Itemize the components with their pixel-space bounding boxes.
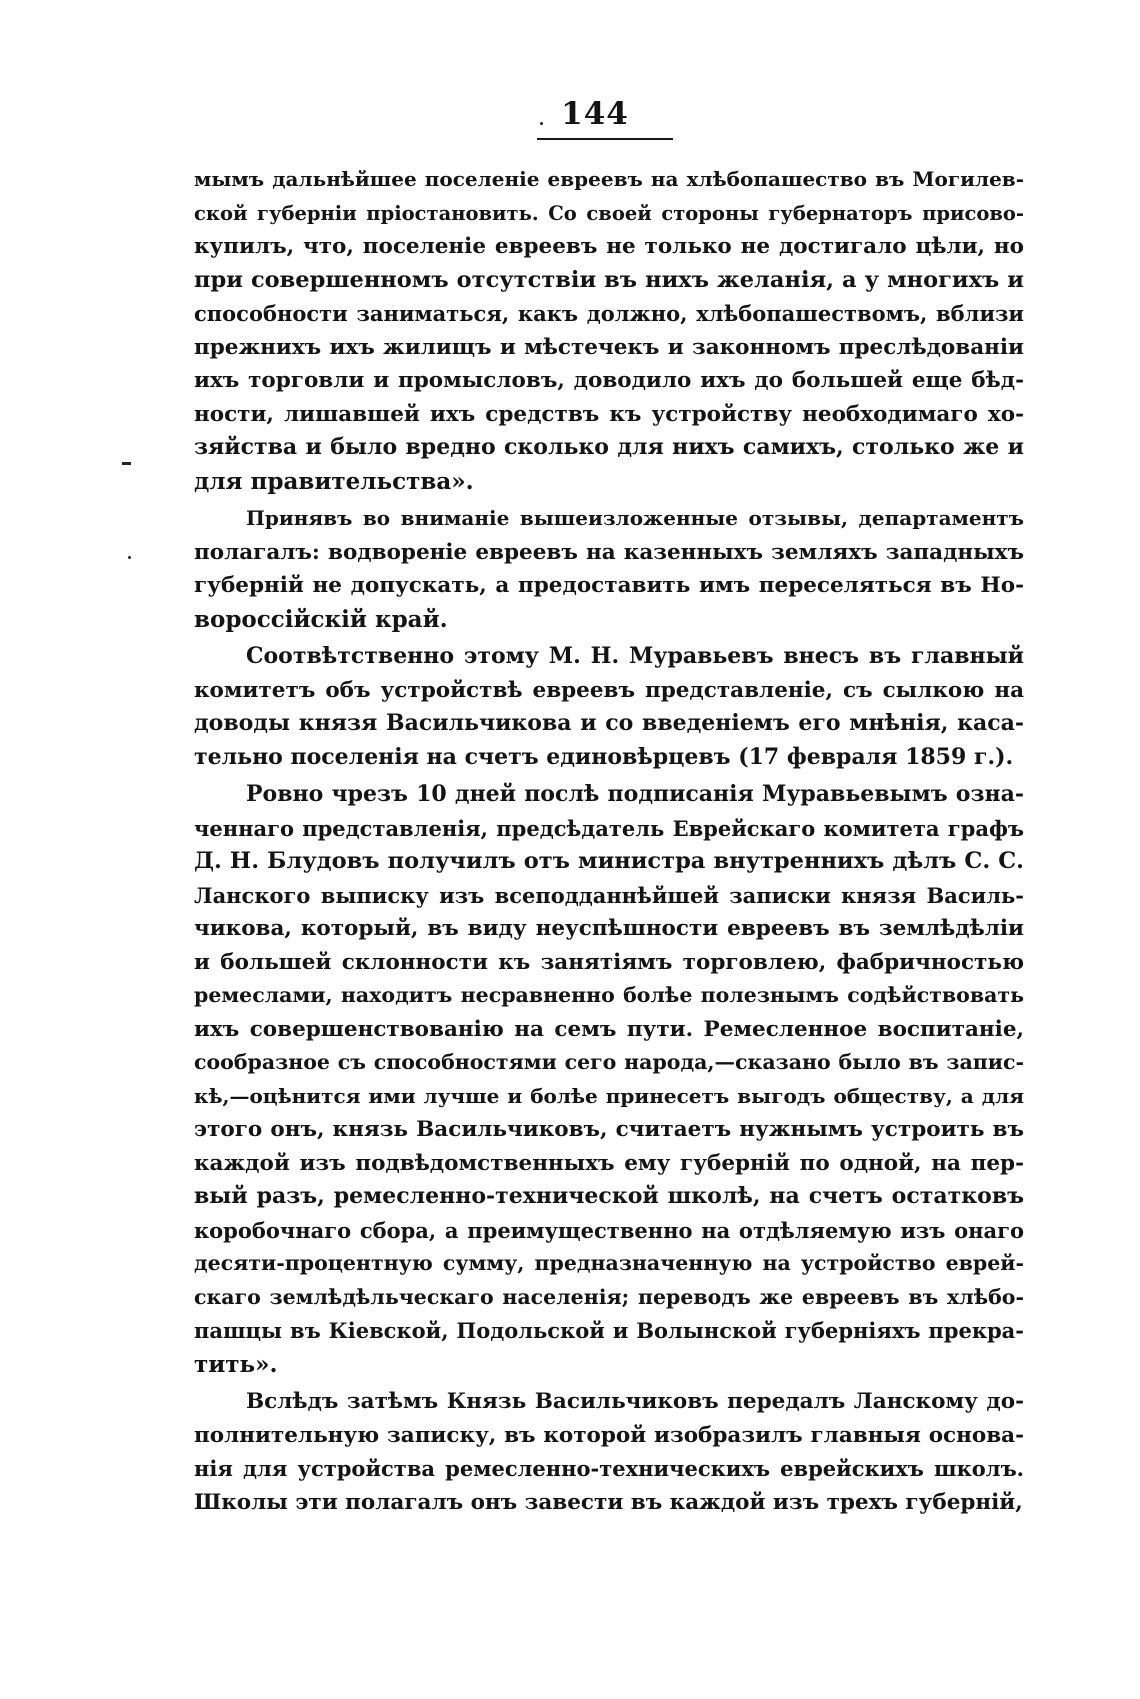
paragraph bbox=[194, 1385, 1024, 1519]
text-line: сообразное съ способностями сего народа,—сказано было въ запис- bbox=[194, 1050, 1024, 1074]
text-line: каждой изъ подвѣдомственныхъ ему губерній по одной, на пер- bbox=[194, 1150, 1024, 1176]
text-line: Ровно чрезъ 10 дней послѣ подписанія Муравьевымъ озна- bbox=[246, 781, 1024, 807]
text-line: Вслѣдъ затѣмъ Князь Васильчиковъ передалъ Ланскому до- bbox=[246, 1389, 1024, 1414]
text-line: при совершенномъ отсутствіи въ нихъ желанія, а у многихъ и bbox=[194, 266, 1024, 293]
text-line: доводы князя Васильчикова и со введеніемъ его мнѣнія, каса- bbox=[194, 710, 1024, 736]
scan-speck bbox=[128, 556, 131, 559]
text-line: ченнаго представленія, предсѣдатель Еврейскаго комитета графъ bbox=[194, 815, 1024, 841]
text-line: для правительства». bbox=[194, 467, 474, 495]
text-line: вороссійскій край. bbox=[194, 605, 448, 633]
text-line: пашцы въ Кіевской, Подольской и Волынской губерніяхъ прекра- bbox=[194, 1318, 1024, 1343]
text-line: комитетъ объ устройствѣ евреевъ представленіе, съ сылкою на bbox=[194, 677, 1024, 703]
text-line: чикова, который, въ виду неуспѣшности евреевъ въ землѣдѣліи bbox=[194, 916, 1024, 941]
text-line: ихъ совершенствованію на семъ пути. Ремесленное воспитаніе, bbox=[194, 1016, 1024, 1042]
text-line: купилъ, что, поселеніе евреевъ не только не достигало цѣли, но bbox=[194, 234, 1024, 259]
text-line: ской губерніи пріостановить. Со своей стороны губернаторъ присово- bbox=[194, 201, 1024, 225]
scan-mark bbox=[122, 462, 131, 465]
paragraph bbox=[194, 778, 1024, 1381]
text-line: ихъ торговли и промысловъ, доводило ихъ до большей еще бѣд- bbox=[194, 368, 1024, 393]
text-line: способности заниматься, какъ должно, хлѣбопашествомъ, вблизи bbox=[194, 301, 1024, 326]
text-line: Д. Н. Блудовъ получилъ отъ министра внутреннихъ дѣлъ С. С. bbox=[194, 848, 1024, 874]
text-line: десяти-процентную сумму, предназначенную на устройство еврей- bbox=[194, 1251, 1024, 1275]
text-line: ремеслами, находитъ несравненно болѣе полезнымъ содѣйствовать bbox=[194, 983, 1024, 1007]
text-line: кѣ,—оцѣнится ими лучше и болѣе принесетъ выгодъ обществу, а для bbox=[194, 1083, 1024, 1108]
paragraph bbox=[194, 502, 1024, 636]
text-line: этого онъ, князь Васильчиковъ, считаетъ нужнымъ устроить въ bbox=[194, 1117, 1024, 1142]
text-line: Соотвѣтственно этому М. Н. Муравьевъ внесъ въ главный bbox=[246, 643, 1024, 669]
text-line: ности, лишавшей ихъ средствъ къ устройству необходимаго хо- bbox=[194, 401, 1024, 427]
body-text bbox=[194, 163, 1024, 1519]
text-line: тить». bbox=[194, 1350, 278, 1378]
text-line: полагалъ: водвореніе евреевъ на казенныхъ земляхъ западныхъ bbox=[194, 539, 1024, 565]
text-line: зяйства и было вредно сколько для нихъ самихъ, столько же и bbox=[194, 434, 1024, 460]
header-rule bbox=[537, 138, 673, 140]
paragraph bbox=[194, 640, 1024, 774]
text-line: нія для устройства ремесленно-техническихъ еврейскихъ школъ. bbox=[194, 1456, 1024, 1481]
text-line: прежнихъ ихъ жилищъ и мѣстечекъ и законномъ преслѣдованіи bbox=[194, 334, 1024, 360]
text-line: Ланского выписку изъ всеподданнѣйшей записки князя Василь- bbox=[194, 882, 1024, 908]
text-line: полнительную записку, въ которой изобразилъ главныя основа- bbox=[194, 1422, 1024, 1448]
page-header bbox=[0, 96, 1140, 144]
text-line: скаго землѣдѣльческаго населенія; переводъ же евреевъ въ хлѣбо- bbox=[194, 1284, 1024, 1309]
text-line: Принявъ во вниманіе вышеизложенные отзывы, департаментъ bbox=[246, 506, 1024, 530]
page-number: 144 bbox=[561, 96, 629, 132]
text-line: и большей склонности къ занятіямъ торговлею, фабричностью bbox=[194, 949, 1024, 975]
text-line: тельно поселенія на счетъ единовѣрцевъ (17 февраля 1859 г.). bbox=[194, 743, 1014, 770]
text-line: Школы эти полагалъ онъ завести въ каждой изъ трехъ губерній, bbox=[194, 1489, 1023, 1515]
text-line: коробочнаго сбора, а преимущественно на отдѣляемую изъ онаго bbox=[194, 1217, 1024, 1243]
paragraph bbox=[194, 163, 1024, 498]
text-line: губерній не допускать, а предоставить имъ переселяться въ Но- bbox=[194, 573, 1024, 598]
text-line: мымъ дальнѣйшее поселеніе евреевъ на хлѣбопашество въ Могилев- bbox=[194, 167, 1024, 191]
text-line: вый разъ, ремесленно-технической школѣ, на счетъ остатковъ bbox=[194, 1183, 1024, 1209]
scan-speck bbox=[540, 122, 543, 125]
